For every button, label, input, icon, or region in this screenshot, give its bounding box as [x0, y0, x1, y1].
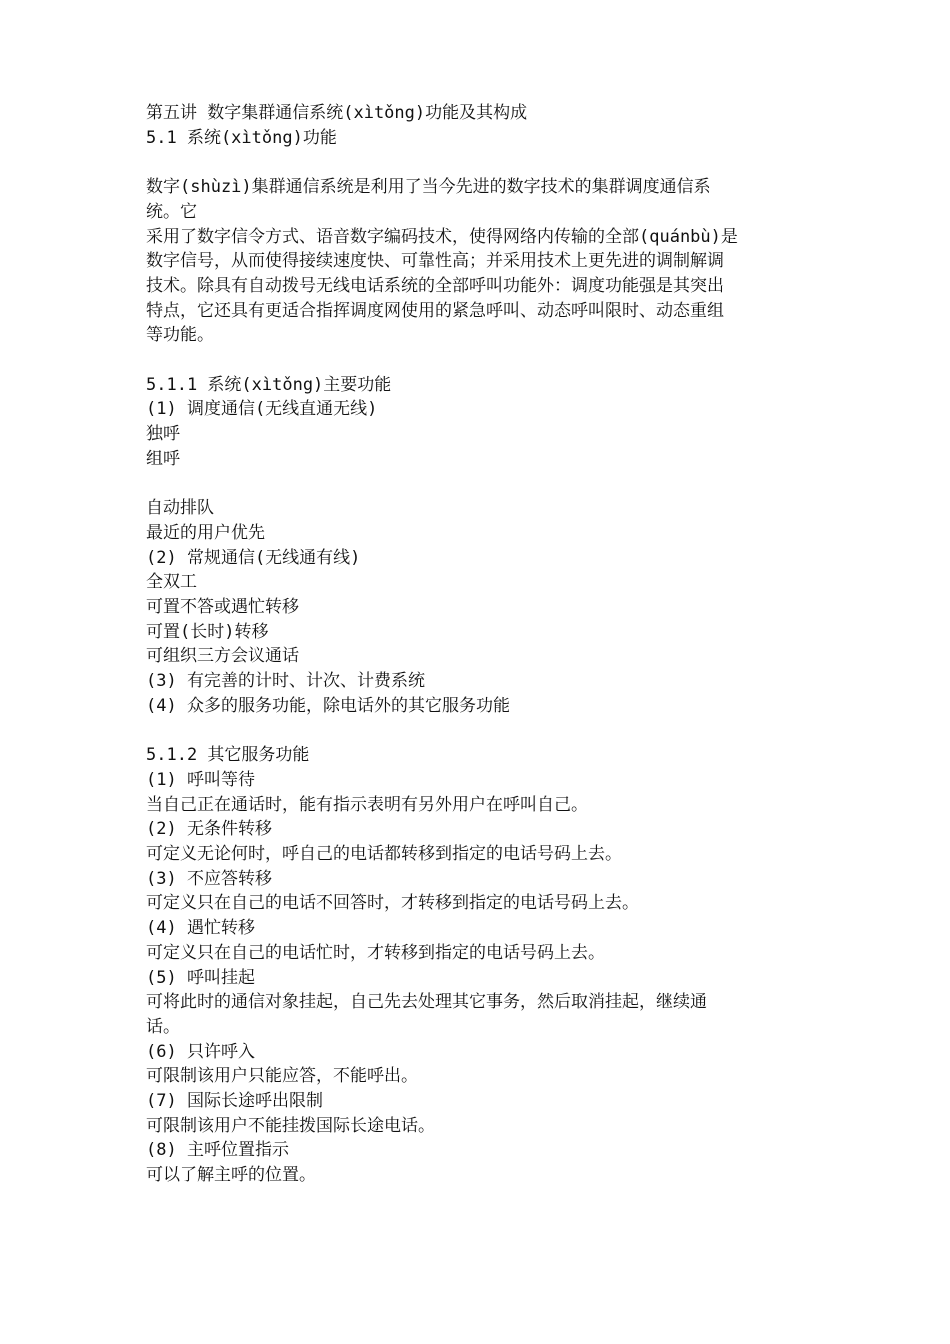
list-item: (2) 常规通信(无线通有线) [146, 547, 361, 568]
list-item: (8) 主呼位置指示 [146, 1140, 289, 1161]
paragraph-line: 技术。除具有自动拨号无线电话系统的全部呼叫功能外：调度功能强是其突出 [146, 275, 724, 296]
blank-line [146, 348, 806, 373]
list-item: 话。 [146, 1016, 180, 1037]
list-item: (1) 呼叫等待 [146, 769, 255, 790]
list-item: 组呼 [146, 448, 180, 469]
paragraph-line: 数字(shùzì)集群通信系统是利用了当今先进的数字技术的集群调度通信系 [146, 177, 711, 198]
paragraph-line: 统。它 [146, 201, 197, 222]
list-item: 可定义无论何时，呼自己的电话都转移到指定的电话号码上去。 [146, 844, 622, 865]
subsection-heading: 5.1.1 系统(xìtǒng)主要功能 [146, 374, 392, 395]
list-item: 可定义只在自己的电话忙时，才转移到指定的电话号码上去。 [146, 942, 605, 963]
document-page [146, 101, 806, 1188]
subsection-heading: 5.1.2 其它服务功能 [146, 745, 310, 766]
list-item: (7) 国际长途呼出限制 [146, 1091, 323, 1112]
list-item: 可限制该用户只能应答，不能呼出。 [146, 1066, 418, 1087]
list-item: 可置(长时)转移 [146, 621, 269, 642]
list-item: (6) 只许呼入 [146, 1041, 255, 1062]
paragraph-line: 等功能。 [146, 325, 214, 346]
blank-line [146, 472, 806, 497]
list-item: 最近的用户优先 [146, 522, 265, 543]
document-title: 第五讲 数字集群通信系统(xìtǒng)功能及其构成 [146, 103, 528, 123]
list-item: (3) 有完善的计时、计次、计费系统 [146, 671, 425, 692]
list-item: (1) 调度通信(无线直通无线) [146, 399, 378, 420]
list-item: 可定义只在自己的电话不回答时，才转移到指定的电话号码上去。 [146, 893, 639, 914]
list-item: 自动排队 [146, 498, 214, 519]
list-item: 可组织三方会议通话 [146, 646, 299, 667]
list-item: 当自己正在通话时，能有指示表明有另外用户在呼叫自己。 [146, 794, 588, 815]
blank-line [146, 719, 806, 744]
list-item: (4) 众多的服务功能，除电话外的其它服务功能 [146, 695, 510, 716]
list-item: (5) 呼叫挂起 [146, 967, 255, 988]
list-item: 可以了解主呼的位置。 [146, 1165, 316, 1186]
list-item: 全双工 [146, 572, 197, 593]
list-item: (2) 无条件转移 [146, 819, 272, 840]
list-item: 可置不答或遇忙转移 [146, 597, 299, 618]
section-heading: 5.1 系统(xìtǒng)功能 [146, 127, 337, 148]
paragraph-line: 特点，它还具有更适合指挥调度网使用的紧急呼叫、动态呼叫限时、动态重组 [146, 300, 724, 321]
list-item: (3) 不应答转移 [146, 868, 272, 889]
list-item: (4) 遇忙转移 [146, 918, 255, 939]
list-item: 可限制该用户不能挂拨国际长途电话。 [146, 1115, 435, 1136]
list-item: 独呼 [146, 424, 180, 445]
paragraph-line: 数字信号，从而使得接续速度快、可靠性高；并采用技术上更先进的调制解调 [146, 251, 724, 272]
list-item: 可将此时的通信对象挂起，自己先去处理其它事务，然后取消挂起，继续通 [146, 992, 707, 1013]
paragraph-line: 采用了数字信令方式、语音数字编码技术，使得网络内传输的全部(quánbù)是 [146, 226, 738, 247]
blank-line [146, 150, 806, 175]
